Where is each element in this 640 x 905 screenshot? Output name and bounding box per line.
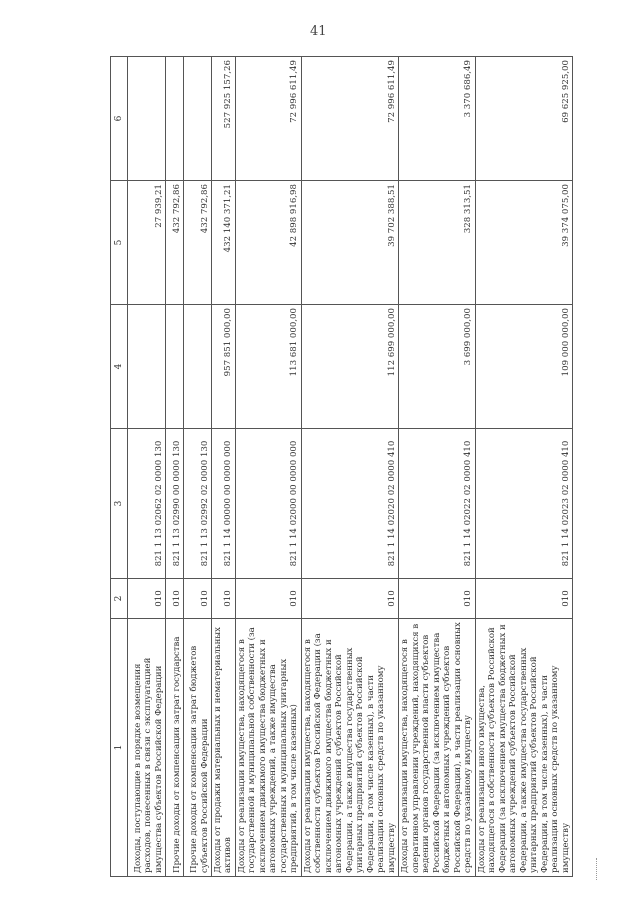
row-line-code: 010 <box>184 579 212 619</box>
row-line-code: 010 <box>475 579 572 619</box>
row-budget-code: 821 1 14 00000 00 0000 000 <box>212 429 236 579</box>
row-name: Доходы от реализации имущества, находящегося в государственной и муниципальной собственности (за исключением движимого имущества бюджетных и автономных учреждений, а также имущества государственных и муниципальных унитарных предприятий, в том числе казенных) <box>235 619 301 877</box>
table-row <box>399 57 475 877</box>
row-executed: 328 313,51 <box>399 181 475 305</box>
row-budget-code: 821 1 13 02990 00 0000 130 <box>166 429 184 579</box>
row-line-code: 010 <box>235 579 301 619</box>
header-col-3: 3 <box>111 429 128 579</box>
page-number: 41 <box>310 24 327 39</box>
header-col-2: 2 <box>111 579 128 619</box>
row-line-code: 010 <box>399 579 475 619</box>
table-row <box>184 57 212 877</box>
row-executed: 39 702 388,51 <box>301 181 398 305</box>
row-approved: 112 699 000,00 <box>301 305 398 429</box>
table-row <box>212 57 236 877</box>
row-budget-code: 821 1 14 02023 02 0000 410 <box>475 429 572 579</box>
row-executed: 432 792,86 <box>166 181 184 305</box>
row-approved: 113 681 000,00 <box>235 305 301 429</box>
row-executed: 432 140 371,21 <box>212 181 236 305</box>
table-row <box>128 57 166 877</box>
row-name: Доходы, поступающие в порядке возмещения расходов, понесенных в связи с эксплуатацией имущества субъектов Российской Федерации <box>128 619 166 877</box>
row-approved: 3 699 000,00 <box>399 305 475 429</box>
row-executed: 42 898 916,98 <box>235 181 301 305</box>
header-col-1: 1 <box>111 619 128 877</box>
row-unexecuted <box>184 57 212 181</box>
row-budget-code: 821 1 13 02992 02 0000 130 <box>184 429 212 579</box>
row-unexecuted: 72 996 611,49 <box>301 57 398 181</box>
row-budget-code: 821 1 14 02022 02 0000 410 <box>399 429 475 579</box>
row-unexecuted: 72 996 611,49 <box>235 57 301 181</box>
row-unexecuted: 3 370 686,49 <box>399 57 475 181</box>
row-budget-code: 821 1 14 02020 02 0000 410 <box>301 429 398 579</box>
table-row <box>235 57 301 877</box>
table-row <box>475 57 572 877</box>
row-approved: 109 000 000,00 <box>475 305 572 429</box>
row-name: Доходы от продажи материальных и нематериальных активов <box>212 619 236 877</box>
row-budget-code: 821 1 13 02062 02 0000 130 <box>128 429 166 579</box>
row-line-code: 010 <box>128 579 166 619</box>
row-name: Прочие доходы от компенсации затрат бюджетов субъектов Российской Федерации <box>184 619 212 877</box>
row-name: Доходы от реализации иного имущества, находящегося в собственности субъектов Российской Федерации (за исключением имущества бюджетных и автономных учреждений субъектов Российской Федерации, а также имущества государственных унитарных предприятий субъектов Российской Федерации, в том числе казенных), в части реализации основных средств по указанному имуществу <box>475 619 572 877</box>
scan-artifact-mark <box>596 858 611 880</box>
row-executed: 432 792,86 <box>184 181 212 305</box>
row-unexecuted <box>166 57 184 181</box>
row-line-code: 010 <box>301 579 398 619</box>
header-col-4: 4 <box>111 305 128 429</box>
row-name: Прочие доходы от компенсации затрат государства <box>166 619 184 877</box>
row-unexecuted: 527 925 157,26 <box>212 57 236 181</box>
header-col-5: 5 <box>111 181 128 305</box>
row-approved <box>184 305 212 429</box>
table-row <box>166 57 184 877</box>
row-name: Доходы от реализации имущества, находящегося в оперативном управлении учреждений, находящихся в ведении органов государственной власти субъектов Российской Федерации (за исключением имущества бюджетных и автономных учреждений субъектов Российской Федерации), в части реализации основных средств по указанному имуществу <box>399 619 475 877</box>
header-col-6: 6 <box>111 57 128 181</box>
row-executed: 39 374 075,00 <box>475 181 572 305</box>
row-unexecuted: 69 625 925,00 <box>475 57 572 181</box>
row-budget-code: 821 1 14 02000 00 0000 000 <box>235 429 301 579</box>
row-line-code: 010 <box>166 579 184 619</box>
row-unexecuted <box>128 57 166 181</box>
row-approved: 957 851 000,00 <box>212 305 236 429</box>
revenue-table <box>110 56 573 877</box>
row-line-code: 010 <box>212 579 236 619</box>
row-approved <box>128 305 166 429</box>
rotated-table-wrapper <box>110 57 571 877</box>
row-name: Доходы от реализации имущества, находящегося в собственности субъектов Российской Федерации (за исключением движимого имущества бюджетных и автономных учреждений субъектов Российской Федерации, а также имущества государственных унитарных предприятий субъектов Российской Федерации, в том числе казенных), в части реализации основных средств по указанному имуществу <box>301 619 398 877</box>
table-row <box>301 57 398 877</box>
row-approved <box>166 305 184 429</box>
row-executed: 27 939,21 <box>128 181 166 305</box>
table-header-row <box>111 57 128 877</box>
